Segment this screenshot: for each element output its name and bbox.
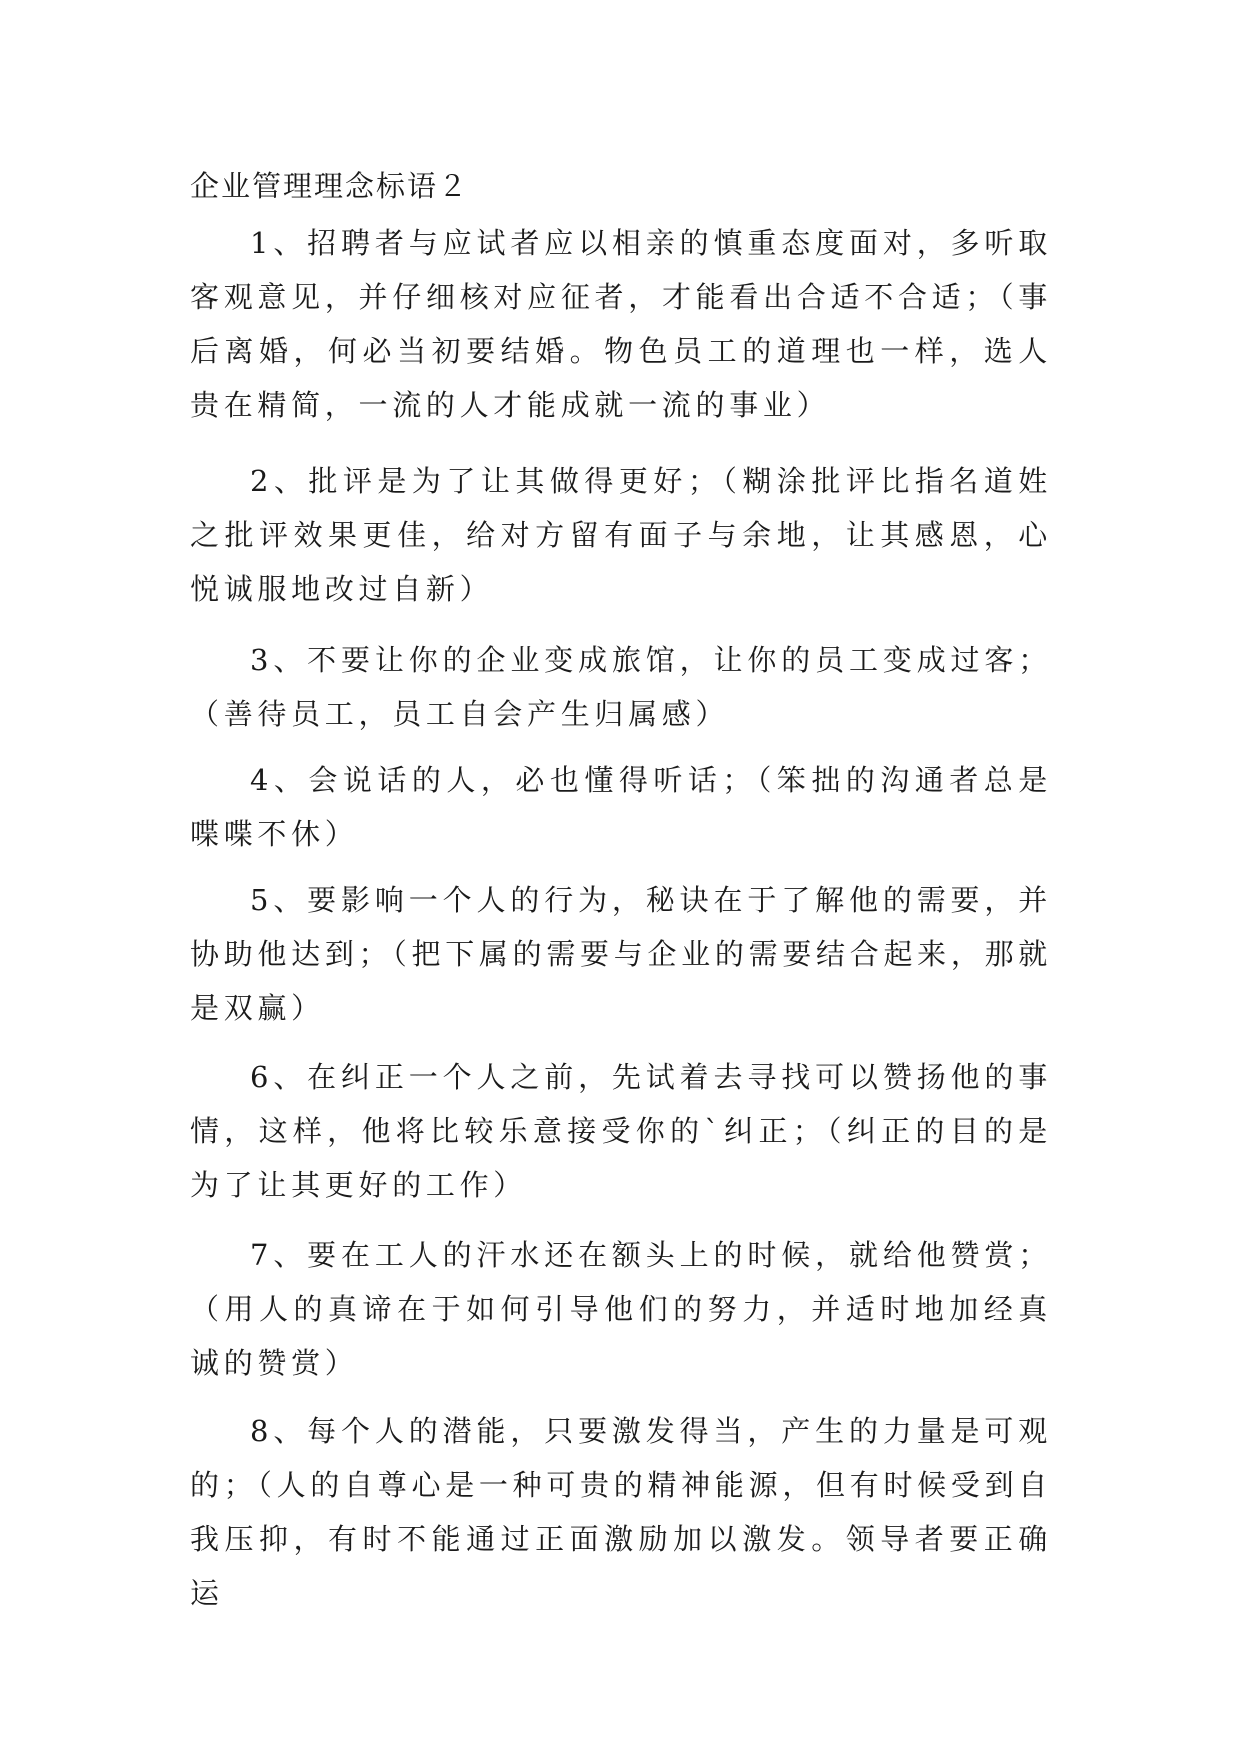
paragraph-6: 6、在纠正一个人之前，先试着去寻找可以赞扬他的事情，这样，他将比较乐意接受你的`纠正；（纠正的目的是为了让其更好的工作） <box>190 1060 1052 1202</box>
paragraph-3: 3、不要让你的企业变成旅馆，让你的员工变成过客；（善待员工，员工自会产生归属感） <box>190 643 1052 731</box>
paragraph-2: 2、批评是为了让其做得更好；（糊涂批评比指名道姓之批评效果更佳，给对方留有面子与余地，让其感恩，心悦诚服地改过自新） <box>190 464 1052 606</box>
paragraph-5: 5、要影响一个人的行为，秘诀在于了解他的需要，并协助他达到；（把下属的需要与企业的需要结合起来，那就是双赢） <box>190 883 1052 1025</box>
paragraph-8: 8、每个人的潜能，只要激发得当，产生的力量是可观的；（人的自尊心是一种可贵的精神能源，但有时候受到自我压抑，有时不能通过正面激励加以激发。领导者要正确运 <box>190 1414 1052 1610</box>
document-title: 企业管理理念标语２ <box>190 169 470 203</box>
paragraph-1: 1、招聘者与应试者应以相亲的慎重态度面对，多听取客观意见，并仔细核对应征者，才能看出合适不合适；（事后离婚，何必当初要结婚。物色员工的道理也一样，选人贵在精简，一流的人才能成就一流的事业） <box>190 226 1052 422</box>
paragraph-4: 4、会说话的人，必也懂得听话；（笨拙的沟通者总是喋喋不休） <box>190 763 1052 851</box>
paragraph-7: 7、要在工人的汗水还在额头上的时候，就给他赞赏；（用人的真谛在于如何引导他们的努力，并适时地加经真诚的赞赏） <box>190 1238 1052 1380</box>
